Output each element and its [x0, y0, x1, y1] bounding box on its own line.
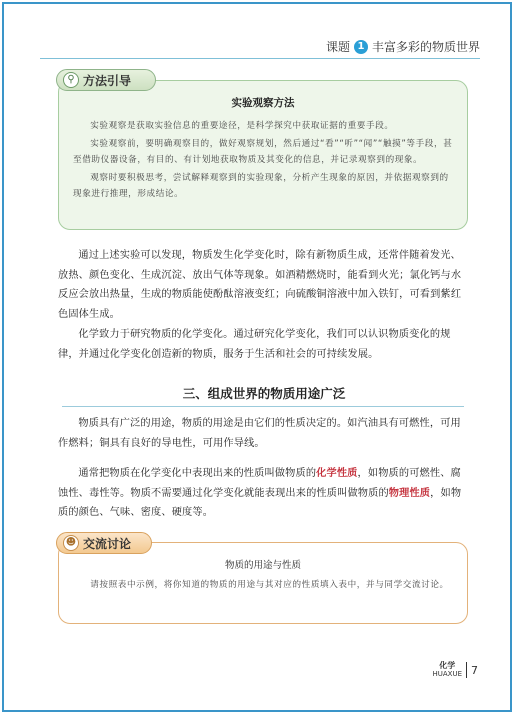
term-chemical-property: 化学性质	[316, 468, 358, 479]
brand-title: 化学	[439, 661, 456, 670]
lesson-number-badge: 1	[354, 40, 368, 54]
method-title: 实验观察方法	[231, 97, 295, 109]
method-paragraph: 实验观察前，要明确观察目的，做好观察规划，然后通过“看”“听”“闻”“触摸”等手段，甚至借助仪器设备，有目的、有计划地获取物质及其变化的信息，并记录观察到的现象。	[73, 139, 453, 165]
method-guide-box	[58, 80, 468, 230]
discussion-label: 交流讨论	[83, 536, 132, 551]
subject-brand	[432, 662, 462, 678]
page-footer	[432, 662, 478, 678]
discussion-text: 请按照表中示例，将你知道的物质的用途与其对应的性质填入表中，并与同学交流讨论。	[90, 580, 449, 590]
header-title: 丰富多彩的物质世界	[371, 40, 480, 54]
term-physical-property: 物理性质	[388, 487, 431, 499]
paragraph-text: ，如物质的颜色、气味、密度、硬度等。	[58, 487, 462, 518]
paragraph-text: 通常把物质在化学变化中表现出来的性质叫做物质的	[78, 468, 317, 479]
discussion-box	[58, 542, 468, 624]
discussion-tag	[56, 532, 152, 554]
page-header	[326, 38, 480, 55]
method-guide-tag	[56, 69, 156, 91]
magnifier-icon: ⚲	[63, 72, 79, 88]
header-divider	[40, 58, 480, 59]
body-paragraph: 通过上述实验可以发现，物质发生化学变化时，除有新物质生成，还常伴随着发光、放热、颜色变化、生成沉淀、放出气体等现象。如酒精燃烧时，能看到火光；氯化钙与水反应会放出热量，生成的物质能使酚酞溶液变红；向硫酸铜溶液中加入铁钉，可看到紫红色固体生成。	[58, 250, 462, 320]
section-heading: 三、组成世界的物质用途广泛	[182, 386, 346, 401]
footer-separator	[466, 662, 467, 678]
page-number: 7	[471, 663, 478, 677]
method-guide-label: 方法引导	[83, 73, 132, 88]
body-paragraph: 物质具有广泛的用途，物质的用途是由它们的性质决定的。如汽油具有可燃性，可用作燃料；铜具有良好的导电性，可用作导线。	[58, 418, 461, 449]
discussion-title: 物质的用途与性质	[224, 560, 301, 571]
people-icon: ☻	[63, 535, 79, 551]
header-prefix: 课题	[325, 40, 350, 54]
method-paragraph: 实验观察是获取实验信息的重要途径，是科学探究中获取证据的重要手段。	[90, 121, 394, 131]
section-divider	[62, 406, 464, 407]
brand-subtitle: HUAXUE	[432, 670, 462, 678]
body-paragraph	[58, 464, 470, 523]
body-paragraph: 化学致力于研究物质的化学变化。通过研究化学变化，我们可以认识物质变化的规律，并通过化学变化创造新的物质，服务于生活和社会的可持续发展。	[58, 329, 451, 360]
paragraph-text: ，如物质的可燃性、腐蚀性、毒性等。物质不需要通过化学变化就能表现出来的性质叫做物质的	[58, 468, 461, 499]
method-paragraph: 观察时要积极思考，尝试解释观察到的实验现象，分析产生现象的原因，并依据观察到的现象进行推理，形成结论。	[73, 173, 449, 199]
